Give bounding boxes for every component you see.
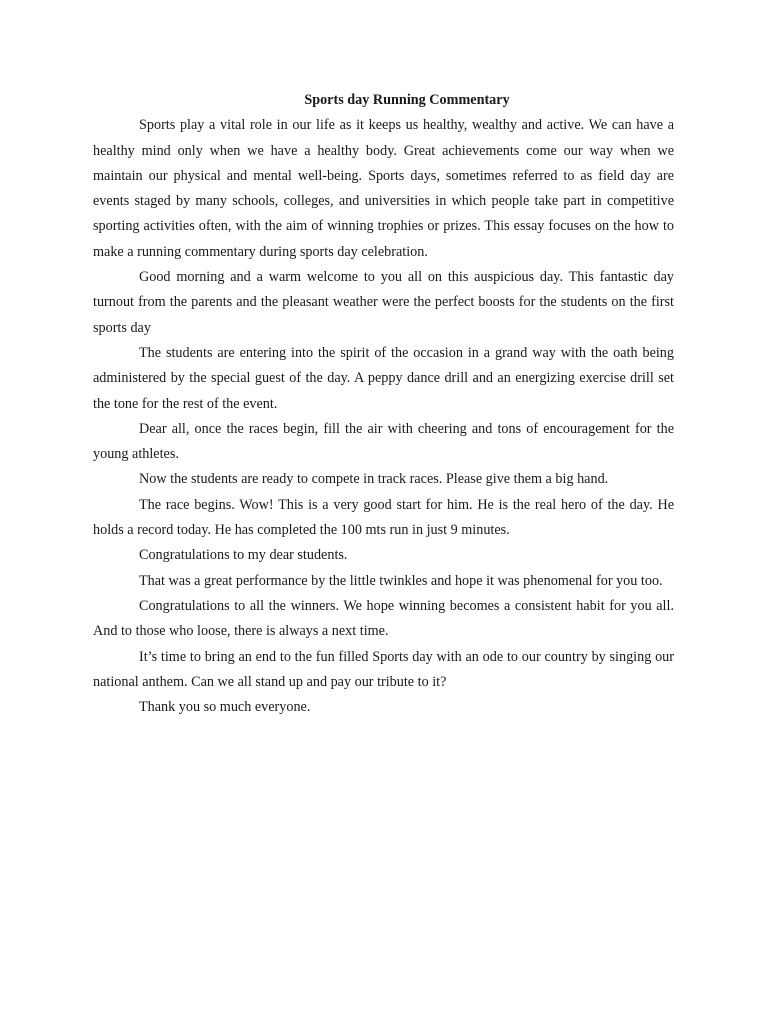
paragraph-performance: That was a great performance by the little twinkles and hope it was phenomenal for you too. <box>139 572 663 589</box>
paragraph-congrats-students: Congratulations to my dear students. <box>139 547 348 564</box>
paragraph-track-races: Now the students are ready to compete in track races. Please give them a big hand. <box>139 471 609 488</box>
paragraph-thank-you: Thank you so much everyone. <box>139 699 311 716</box>
paragraph-oath: The students are entering into the spirit of the occasion in a grand way with the oath being administered by the special guest of the day. A peppy dance drill and an energizing exercise drill set the tone for the rest of the event. <box>93 344 674 412</box>
paragraph-welcome: Good morning and a warm welcome to you all on this auspicious day. This fantastic day turnout from the parents and the pleasant weather were the perfect boosts for the students on the first sports day <box>93 269 674 336</box>
paragraph-races-begin: Dear all, once the races begin, fill the air with cheering and tons of encouragement for the young athletes. <box>93 420 674 463</box>
document-page <box>93 88 674 720</box>
paragraph-congrats-winners: Congratulations to all the winners. We hope winning becomes a consistent habit for you all. And to those who loose, there is always a next time. <box>93 597 674 640</box>
paragraph-national-anthem: It’s time to bring an end to the fun filled Sports day with an ode to our country by singing our national anthem. Can we all stand up and pay our tribute to it? <box>93 648 674 690</box>
paragraph-intro: Sports play a vital role in our life as it keeps us healthy, wealthy and active. We can have a healthy mind only when we have a healthy body. Great achievements come our way when we maintain our physical and mental well-being. Sports days, sometimes referred to as field day are events staged by many schools, colleges, and universities in which people take part in competitive sporting activities often, with the aim of winning trophies or prizes. This essay focuses on the how to make a running commentary during sports day celebration. <box>93 117 674 260</box>
document-title: Sports day Running Commentary <box>304 92 510 108</box>
paragraph-race-start: The race begins. Wow! This is a very good start for him. He is the real hero of the day. He holds a record today. He has completed the 100 mts run in just 9 minutes. <box>93 496 674 539</box>
